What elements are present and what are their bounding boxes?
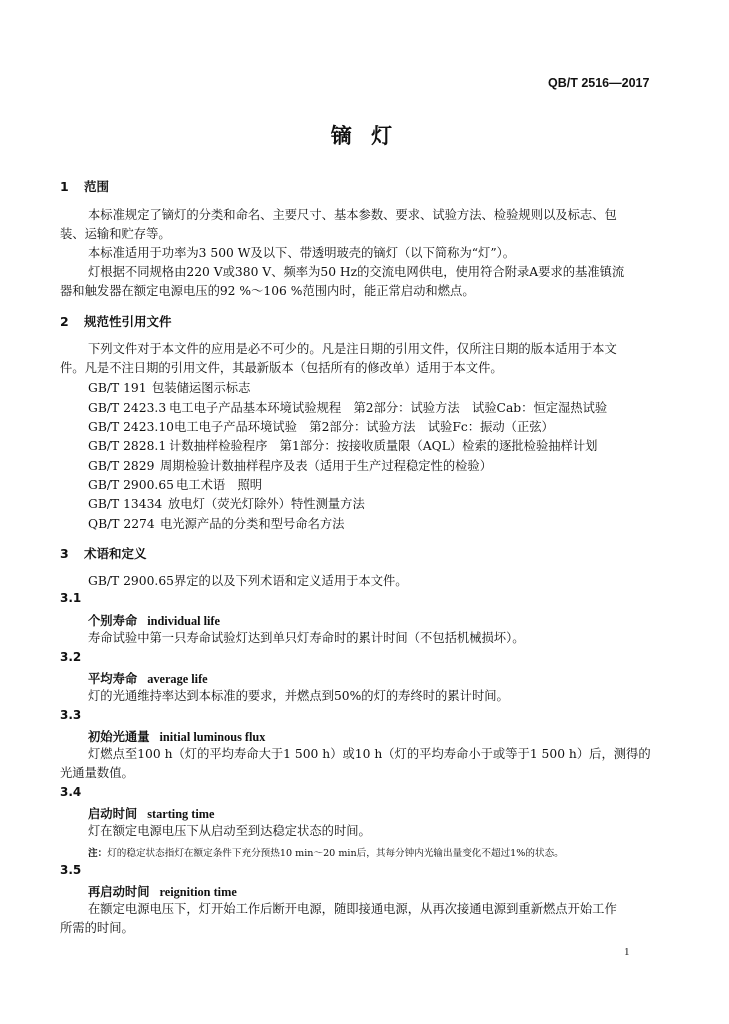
reference-code: GB/T 2423.3 [88,401,167,415]
reference-item [88,494,365,512]
reference-code: GB/T 2829 [88,459,155,473]
section-number: 3 [60,546,69,561]
note-text: 灯的稳定状态指灯在额定条件下充分预热10 min～20 min后，其每分钟内光输出量变化不超过1%的状态。 [107,848,564,859]
reference-item [88,514,344,532]
section-1-heading [60,177,109,195]
term-heading [88,727,265,745]
reference-title: 计数抽样检验程序 第1部分：按接收质量限（AQL）检索的逐批检验抽样计划 [169,439,598,453]
clause-number: 3.1 [60,591,82,605]
clause-number: 3.5 [60,863,82,877]
reference-title: 电工电子产品环境试验 第2部分：试验方法 试验Fc：振动（正弦） [174,420,554,434]
term-definition: 灯在额定电源电压下从启动至到达稳定状态的时间。 [88,824,371,838]
term-definition: 光通量数值。 [60,766,134,780]
paragraph: 下列文件对于本文件的应用是必不可少的。凡是注日期的引用文件，仅所注日期的版本适用于本文 [88,342,617,356]
term-heading [88,882,237,900]
paragraph: 件。凡是不注日期的引用文件，其最新版本（包括所有的修改单）适用于本文件。 [60,361,503,375]
paragraph: 本标准规定了镝灯的分类和命名、主要尺寸、基本参数、要求、试验方法、检验规则以及标志、包 [88,208,617,222]
paragraph: GB/T 2900.65界定的以及下列术语和定义适用于本文件。 [88,574,408,588]
reference-code: QB/T 2274 [88,517,155,531]
paragraph: 本标准适用于功率为3 500 W及以下、带透明玻壳的镝灯（以下简称为“灯”）。 [88,246,516,260]
page-number: 1 [624,946,630,958]
reference-title: 电工术语 照明 [176,478,263,492]
term-en: reignition time [159,885,237,899]
reference-item [88,398,607,416]
clause-number: 3.3 [60,708,82,722]
reference-code: GB/T 2828.1 [88,439,167,453]
reference-title: 周期检验计数抽样程序及表（适用于生产过程稳定性的检验） [160,459,493,473]
term-en: average life [147,672,208,686]
term-en: initial luminous flux [159,730,266,744]
section-2-heading [60,312,172,330]
term-zh: 个别寿命 [88,614,138,628]
term-definition: 所需的时间。 [60,921,134,935]
section-number: 1 [60,179,69,194]
paragraph: 器和触发器在额定电源电压的92 %～106 %范围内时，能正常启动和燃点。 [60,284,475,298]
reference-item [88,456,492,474]
clause-number: 3.2 [60,650,82,664]
reference-code: GB/T 2423.10 [88,420,174,434]
term-zh: 初始光通量 [88,730,150,744]
reference-title: 放电灯（荧光灯除外）特性测量方法 [168,497,365,511]
term-heading [88,669,208,687]
section-number: 2 [60,314,69,329]
term-heading [88,611,220,629]
paragraph: 装、运输和贮存等。 [60,227,171,241]
term-zh: 再启动时间 [88,885,150,899]
reference-code: GB/T 191 [88,381,147,395]
term-definition: 灯的光通维持率达到本标准的要求，并燃点到50%的灯的寿终时的累计时间。 [88,689,509,703]
term-en: individual life [147,614,220,628]
term-zh: 启动时间 [88,807,138,821]
document-number: QB/T 2516—2017 [548,76,650,90]
document-title: 镝 灯 [330,124,399,148]
reference-code: GB/T 13434 [88,497,163,511]
section-3-heading [60,544,147,562]
paragraph: 灯根据不同规格由220 V或380 V、频率为50 Hz的交流电网供电，使用符合附录A要求的基准镇流 [88,265,625,279]
reference-code: GB/T 2900.65 [88,478,174,492]
note [88,845,564,859]
term-definition: 灯燃点至100 h（灯的平均寿命大于1 500 h）或10 h（灯的平均寿命小于或等于1 500 h）后，测得的 [88,747,651,761]
term-heading [88,804,214,822]
reference-item [88,475,262,493]
term-en: starting time [147,807,215,821]
reference-item [88,378,250,396]
clause-number: 3.4 [60,785,82,799]
section-title: 术语和定义 [84,546,147,561]
term-zh: 平均寿命 [88,672,138,686]
reference-title: 电光源产品的分类和型号命名方法 [160,517,345,531]
term-definition: 在额定电源电压下，灯开始工作后断开电源，随即接通电源，从再次接通电源到重新燃点开始工作 [88,902,617,916]
section-title: 范围 [84,179,110,194]
reference-title: 包装储运图示标志 [152,381,251,395]
note-label: 注： [88,848,108,859]
reference-item [88,436,597,454]
reference-item [88,417,554,435]
reference-title: 电工电子产品基本环境试验规程 第2部分：试验方法 试验Cab：恒定湿热试验 [169,401,608,415]
term-definition: 寿命试验中第一只寿命试验灯达到单只灯寿命时的累计时间（不包括机械损坏）。 [88,631,525,645]
section-title: 规范性引用文件 [84,314,172,329]
